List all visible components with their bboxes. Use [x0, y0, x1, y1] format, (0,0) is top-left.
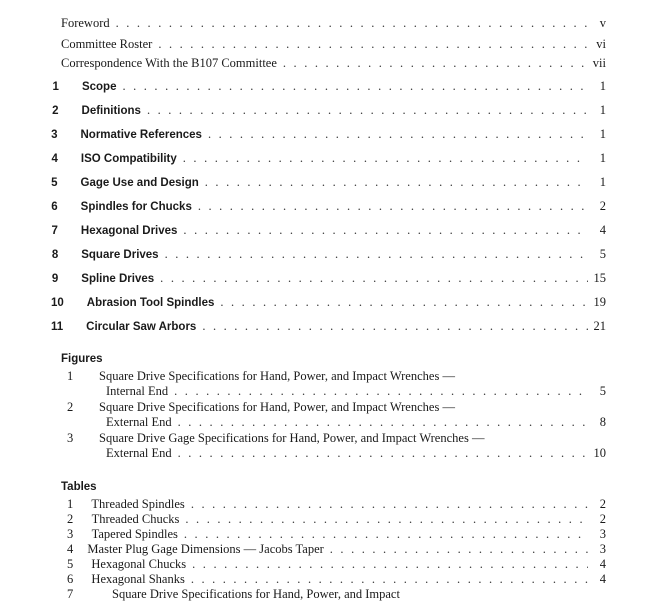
entry-page: 1	[599, 79, 606, 93]
section-number: 11	[51, 321, 64, 333]
table-number: 4	[67, 542, 74, 556]
dot-leader	[147, 103, 588, 118]
toc-entry-committee-roster[interactable]	[61, 37, 606, 52]
table-entry-2[interactable]	[61, 512, 606, 527]
entry-page: 3	[599, 542, 606, 556]
section-number: 9	[51, 273, 59, 285]
figure-entry-3[interactable]	[61, 431, 484, 446]
table-entry-7[interactable]	[61, 587, 400, 602]
dot-leader	[122, 79, 588, 94]
figure-title-cont: External End	[106, 415, 172, 429]
table-entry-5[interactable]	[61, 557, 606, 572]
entry-page: 5	[599, 247, 606, 261]
entry-page: v	[599, 16, 606, 30]
entry-page: 4	[599, 557, 606, 571]
toc-section-7[interactable]	[51, 223, 606, 238]
dot-leader	[178, 446, 588, 461]
figure-number: 3	[67, 431, 74, 445]
dot-leader	[208, 127, 588, 142]
table-title: Tapered Spindles	[91, 527, 178, 541]
figures-heading: Figures	[61, 353, 103, 365]
toc-section-4[interactable]	[51, 151, 606, 166]
section-number: 7	[51, 225, 58, 237]
section-number: 8	[51, 249, 59, 261]
dot-leader	[191, 572, 588, 587]
dot-leader	[330, 542, 588, 557]
toc-entry-foreword[interactable]	[61, 16, 606, 31]
table-title: Hexagonal Chucks	[91, 557, 187, 571]
section-number: 3	[51, 129, 58, 141]
section-title: Hexagonal Drives	[80, 225, 178, 237]
figure-entry-1-cont[interactable]	[106, 384, 606, 399]
toc-section-11[interactable]	[51, 319, 606, 334]
toc-entry-correspondence[interactable]	[61, 56, 606, 71]
section-title: Spindles for Chucks	[80, 201, 192, 213]
table-entry-3[interactable]	[61, 527, 606, 542]
entry-page: 21	[593, 319, 606, 333]
dot-leader	[205, 175, 588, 190]
section-title: Square Drives	[81, 249, 159, 261]
section-title: Normative References	[80, 129, 202, 141]
entry-page: vii	[592, 56, 606, 70]
table-title: Master Plug Gage Dimensions — Jacobs Taper	[87, 542, 324, 556]
entry-page: vi	[596, 37, 606, 51]
figure-entry-2[interactable]	[61, 400, 455, 415]
table-number: 5	[67, 557, 74, 571]
table-title: Hexagonal Shanks	[91, 572, 185, 586]
toc-section-3[interactable]	[51, 127, 606, 142]
dot-leader	[283, 56, 587, 71]
entry-page: 2	[599, 497, 606, 511]
entry-page: 5	[599, 384, 606, 398]
section-number: 10	[51, 297, 64, 309]
table-entry-6[interactable]	[61, 572, 606, 587]
dot-leader	[178, 415, 588, 430]
toc-section-6[interactable]	[51, 199, 606, 214]
entry-page: 1	[599, 127, 606, 141]
section-title: Gage Use and Design	[80, 177, 199, 189]
entry-page: 4	[599, 572, 606, 586]
section-number: 6	[51, 201, 58, 213]
entry-label: Committee Roster	[61, 37, 153, 51]
dot-leader	[185, 512, 588, 527]
section-title: Scope	[81, 81, 117, 93]
table-entry-4[interactable]	[61, 542, 606, 557]
table-number: 1	[67, 497, 74, 511]
entry-page: 2	[599, 512, 606, 526]
section-number: 1	[52, 81, 59, 93]
table-title: Threaded Chucks	[91, 512, 180, 526]
section-number: 4	[51, 153, 58, 165]
dot-leader	[183, 151, 588, 166]
table-number: 3	[67, 527, 74, 541]
entry-page: 3	[599, 527, 606, 541]
table-title: Threaded Spindles	[91, 497, 185, 511]
table-number: 2	[67, 512, 74, 526]
entry-page: 4	[599, 223, 606, 237]
dot-leader	[116, 16, 588, 31]
dot-leader	[165, 247, 588, 262]
toc-section-2[interactable]	[52, 103, 606, 118]
section-title: Definitions	[81, 105, 141, 117]
figure-entry-1[interactable]	[61, 369, 455, 384]
dot-leader	[183, 223, 588, 238]
section-title: Spline Drives	[81, 273, 155, 285]
dot-leader	[184, 527, 588, 542]
section-title: Abrasion Tool Spindles	[86, 297, 215, 309]
dot-leader	[202, 319, 587, 334]
dot-leader	[220, 295, 587, 310]
entry-page: 10	[593, 446, 606, 460]
dot-leader	[158, 37, 588, 52]
figure-title: Square Drive Specifications for Hand, Power, and Impact Wrenches —	[99, 369, 455, 383]
dot-leader	[160, 271, 587, 286]
table-number: 6	[67, 572, 74, 586]
section-title: Circular Saw Arbors	[86, 321, 197, 333]
entry-page: 19	[593, 295, 606, 309]
toc-section-10[interactable]	[51, 295, 606, 310]
figure-number: 2	[67, 400, 74, 414]
toc-section-1[interactable]	[52, 79, 606, 94]
figure-entry-3-cont[interactable]	[106, 446, 606, 461]
entry-page: 1	[599, 175, 606, 189]
table-title: Square Drive Specifications for Hand, Power, and Impact	[112, 587, 400, 601]
toc-section-9[interactable]	[51, 271, 606, 286]
table-entry-1[interactable]	[61, 497, 606, 512]
toc-section-8[interactable]	[51, 247, 606, 262]
entry-label: Foreword	[61, 16, 110, 30]
toc-section-5[interactable]	[51, 175, 606, 190]
section-number: 2	[52, 105, 59, 117]
dot-leader	[192, 557, 588, 572]
figure-number: 1	[67, 369, 74, 383]
section-title: ISO Compatibility	[80, 153, 177, 165]
entry-page: 15	[593, 271, 606, 285]
entry-page: 1	[599, 151, 606, 165]
entry-page: 8	[599, 415, 606, 429]
figure-title-cont: Internal End	[106, 384, 169, 398]
dot-leader	[191, 497, 588, 512]
entry-label: Correspondence With the B107 Committee	[61, 56, 277, 70]
dot-leader	[174, 384, 588, 399]
entry-page: 1	[599, 103, 606, 117]
figure-title-cont: External End	[106, 446, 172, 460]
dot-leader	[198, 199, 588, 214]
figure-entry-2-cont[interactable]	[106, 415, 606, 430]
figure-title: Square Drive Gage Specifications for Hand, Power, and Impact Wrenches —	[99, 431, 485, 445]
entry-page: 2	[599, 199, 606, 213]
figure-title: Square Drive Specifications for Hand, Power, and Impact Wrenches —	[99, 400, 455, 414]
table-number: 7	[67, 587, 74, 601]
section-number: 5	[51, 177, 58, 189]
tables-heading: Tables	[61, 481, 97, 493]
